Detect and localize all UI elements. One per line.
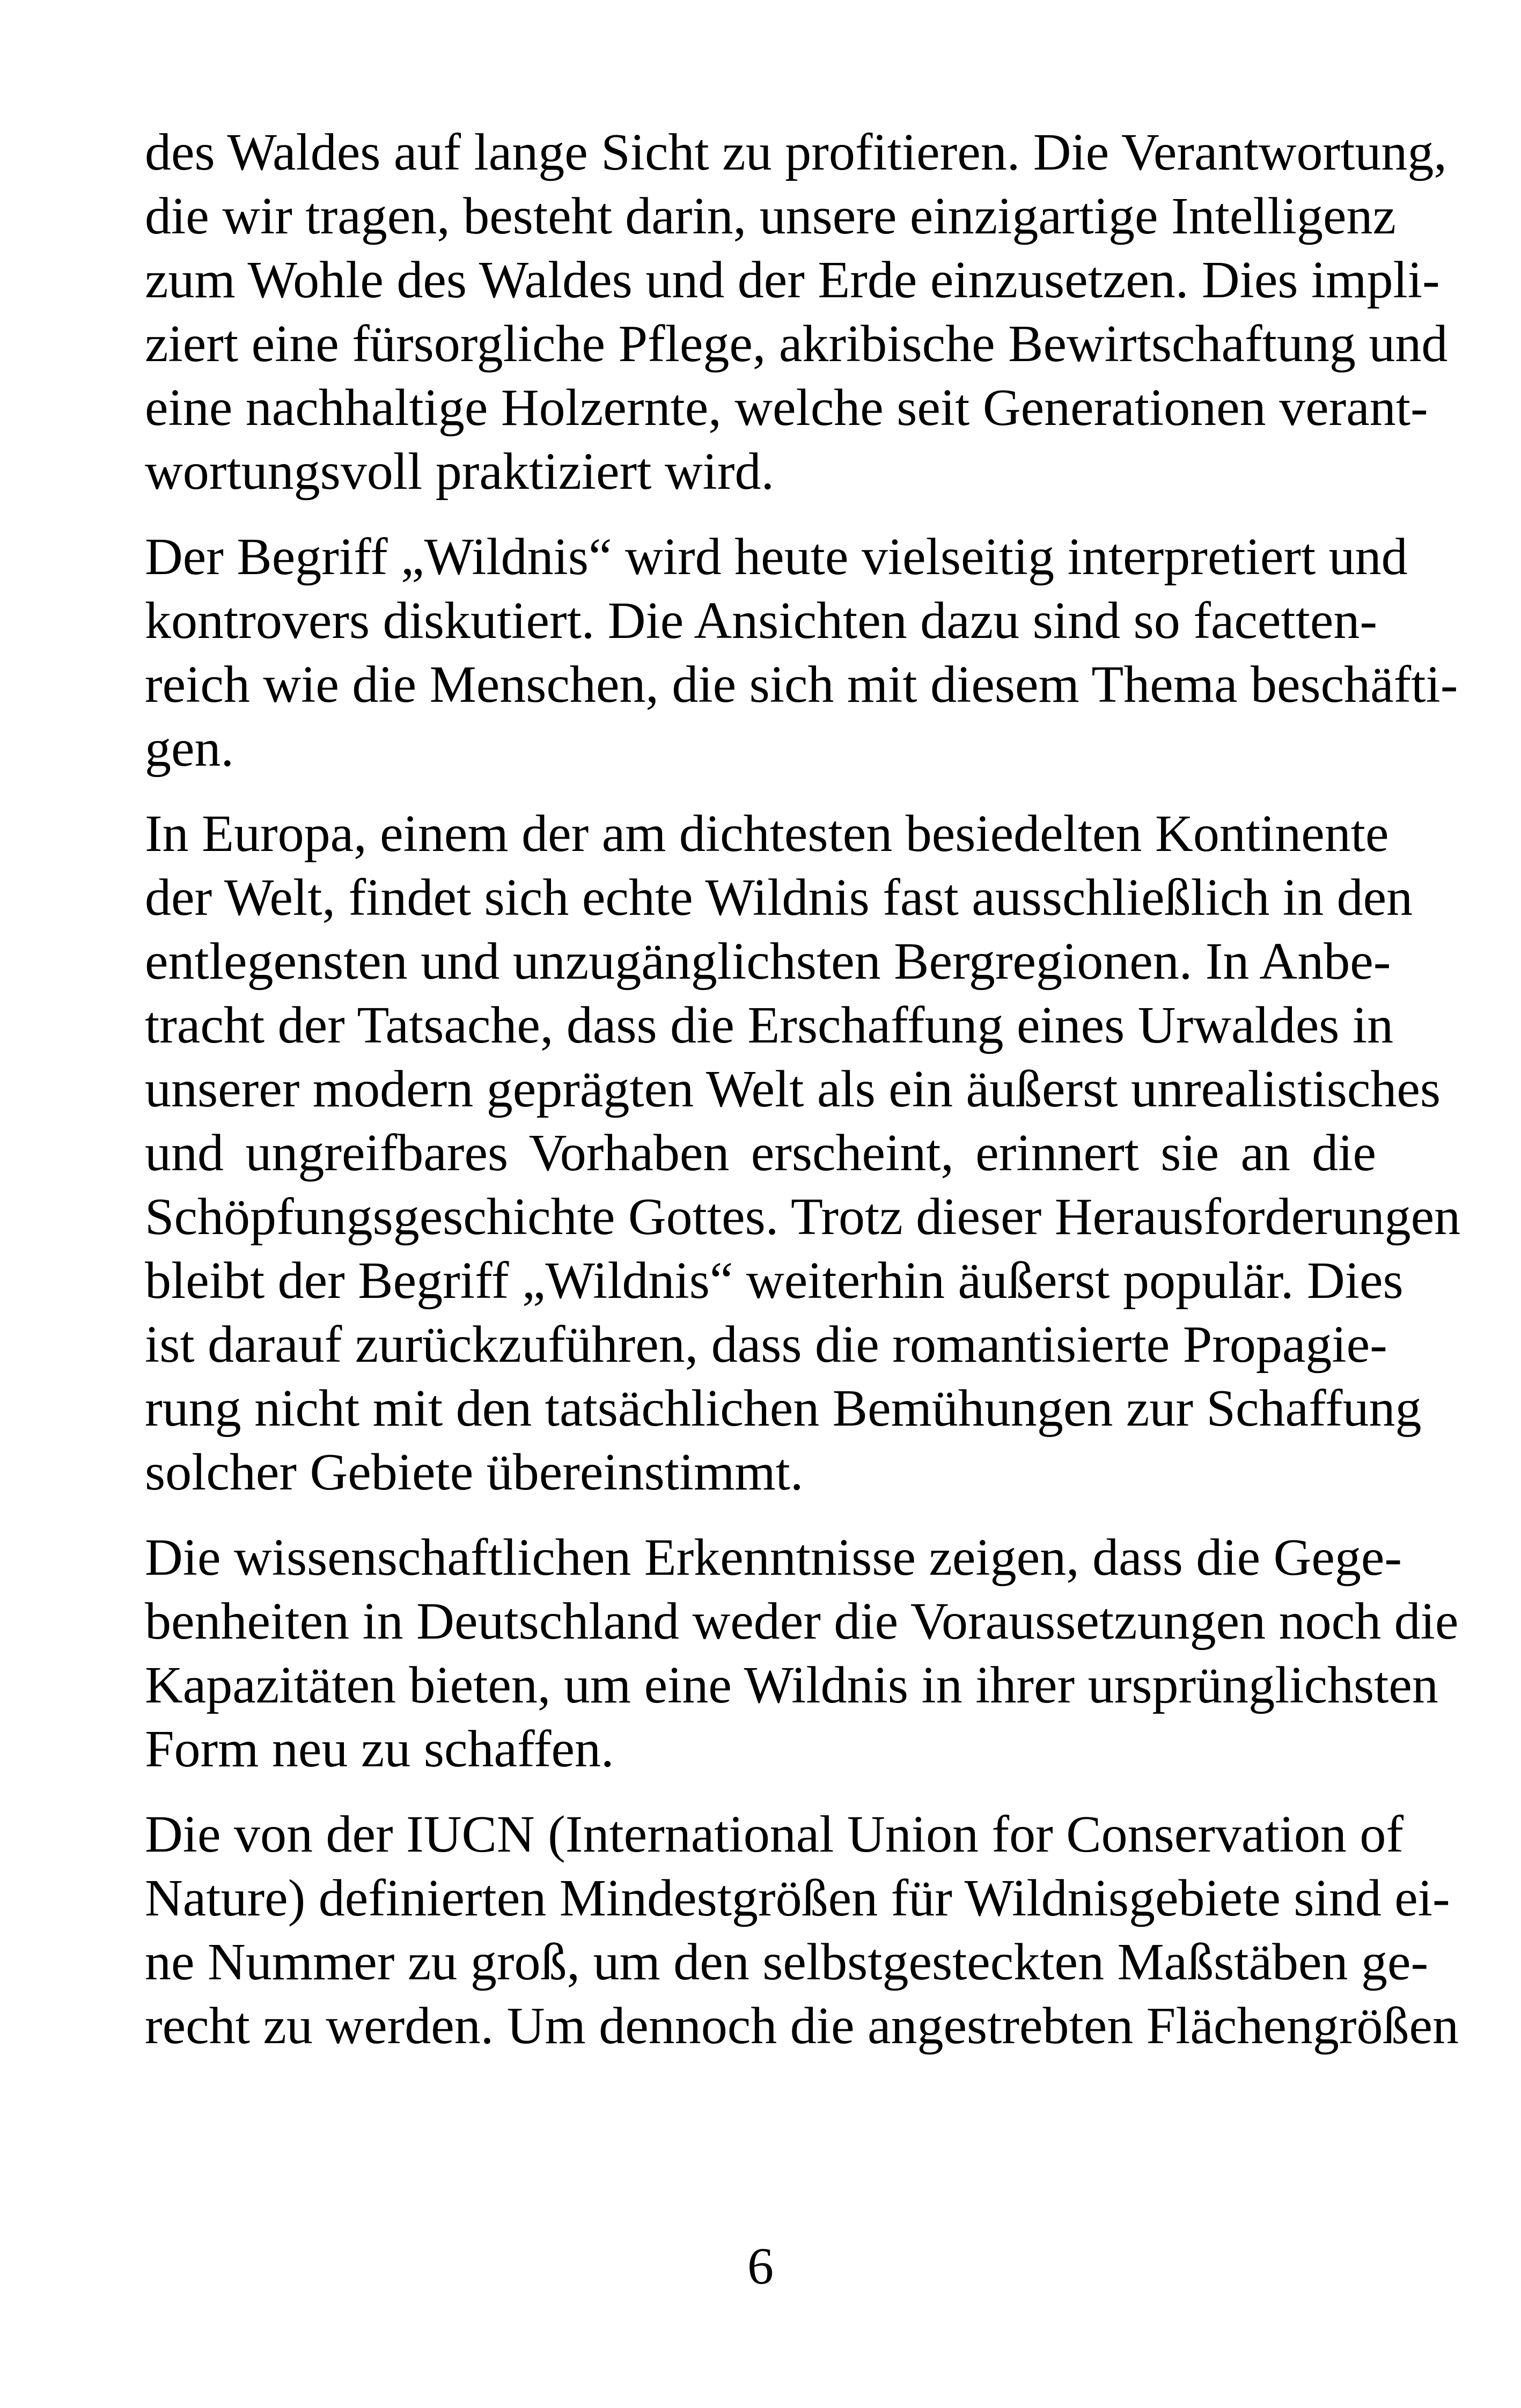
text-line: recht zu werden. Um dennoch die angestrebten Flächengrößen: [145, 1997, 1459, 2055]
paragraph: [145, 1803, 1459, 2058]
text-line: eine nachhaltige Holzernte, welche seit Generationen verant-: [145, 379, 1428, 437]
text-line: der Welt, findet sich echte Wildnis fast ausschließlich in den: [145, 869, 1413, 927]
text-line: Die wissenschaftlichen Erkenntnisse zeigen, dass die Gege-: [145, 1529, 1402, 1587]
paragraph: [145, 121, 1448, 504]
text-line: gen.: [145, 720, 234, 777]
text-line: ist darauf zurückzuführen, dass die romantisierte Propagie-: [145, 1316, 1387, 1374]
text-line: tracht der Tatsache, dass die Erschaffung eines Urwaldes in: [145, 996, 1394, 1054]
text-line: die wir tragen, besteht darin, unsere einzigartige Intelligenz: [145, 187, 1396, 245]
text-line: In Europa, einem der am dichtesten besiedelten Kontinente: [145, 805, 1389, 863]
text-line: kontrovers diskutiert. Die Ansichten dazu sind so facetten-: [145, 592, 1377, 650]
text-line: Form neu zu schaffen.: [145, 1720, 614, 1778]
text-line: solcher Gebiete übereinstimmt.: [145, 1443, 804, 1501]
paragraph: [145, 525, 1458, 781]
text-line: unserer modern geprägten Welt als ein äußerst unrealistisches: [145, 1060, 1441, 1118]
text-line: ne Nummer zu groß, um den selbstgesteckten Maßstäben ge-: [145, 1933, 1429, 1991]
text-line: Schöpfungsgeschichte Gottes. Trotz dieser Herausforderungen: [145, 1188, 1461, 1246]
text-line: bleibt der Begriff „Wildnis“ weiterhin äußerst populär. Dies: [145, 1252, 1404, 1310]
text-line: Der Begriff „Wildnis“ wird heute vielseitig interpretiert und: [145, 528, 1408, 586]
text-line: rung nicht mit den tatsächlichen Bemühungen zur Schaffung: [145, 1379, 1422, 1437]
text-line: benheiten in Deutschland weder die Voraussetzungen noch die: [145, 1592, 1459, 1650]
paragraph: [145, 1526, 1459, 1781]
text-line: ziert eine fürsorgliche Pflege, akribische Bewirtschaftung und: [145, 315, 1448, 373]
body-text: [145, 121, 1461, 2080]
text-line: reich wie die Menschen, die sich mit diesem Thema beschäfti-: [145, 656, 1458, 714]
text-line: und ungreifbares Vorhaben erscheint, erinnert sie an die: [145, 1124, 1376, 1182]
text-line: zum Wohle des Waldes und der Erde einzusetzen. Dies impli-: [145, 251, 1440, 309]
paragraph: [145, 802, 1461, 1504]
text-line: Kapazitäten bieten, um eine Wildnis in ihrer ursprünglichsten: [145, 1656, 1438, 1714]
text-line: Nature) definierten Mindestgrößen für Wildnisgebiete sind ei-: [145, 1869, 1450, 1927]
text-line: Die von der IUCN (International Union for Conservation of: [145, 1805, 1404, 1863]
text-line: wortungsvoll praktiziert wird.: [145, 443, 775, 501]
page-number: 6: [747, 2237, 774, 2295]
text-line: des Waldes auf lange Sicht zu profitieren. Die Verantwortung,: [145, 123, 1447, 181]
text-line: entlegensten und unzugänglichsten Bergregionen. In Anbe-: [145, 933, 1391, 990]
